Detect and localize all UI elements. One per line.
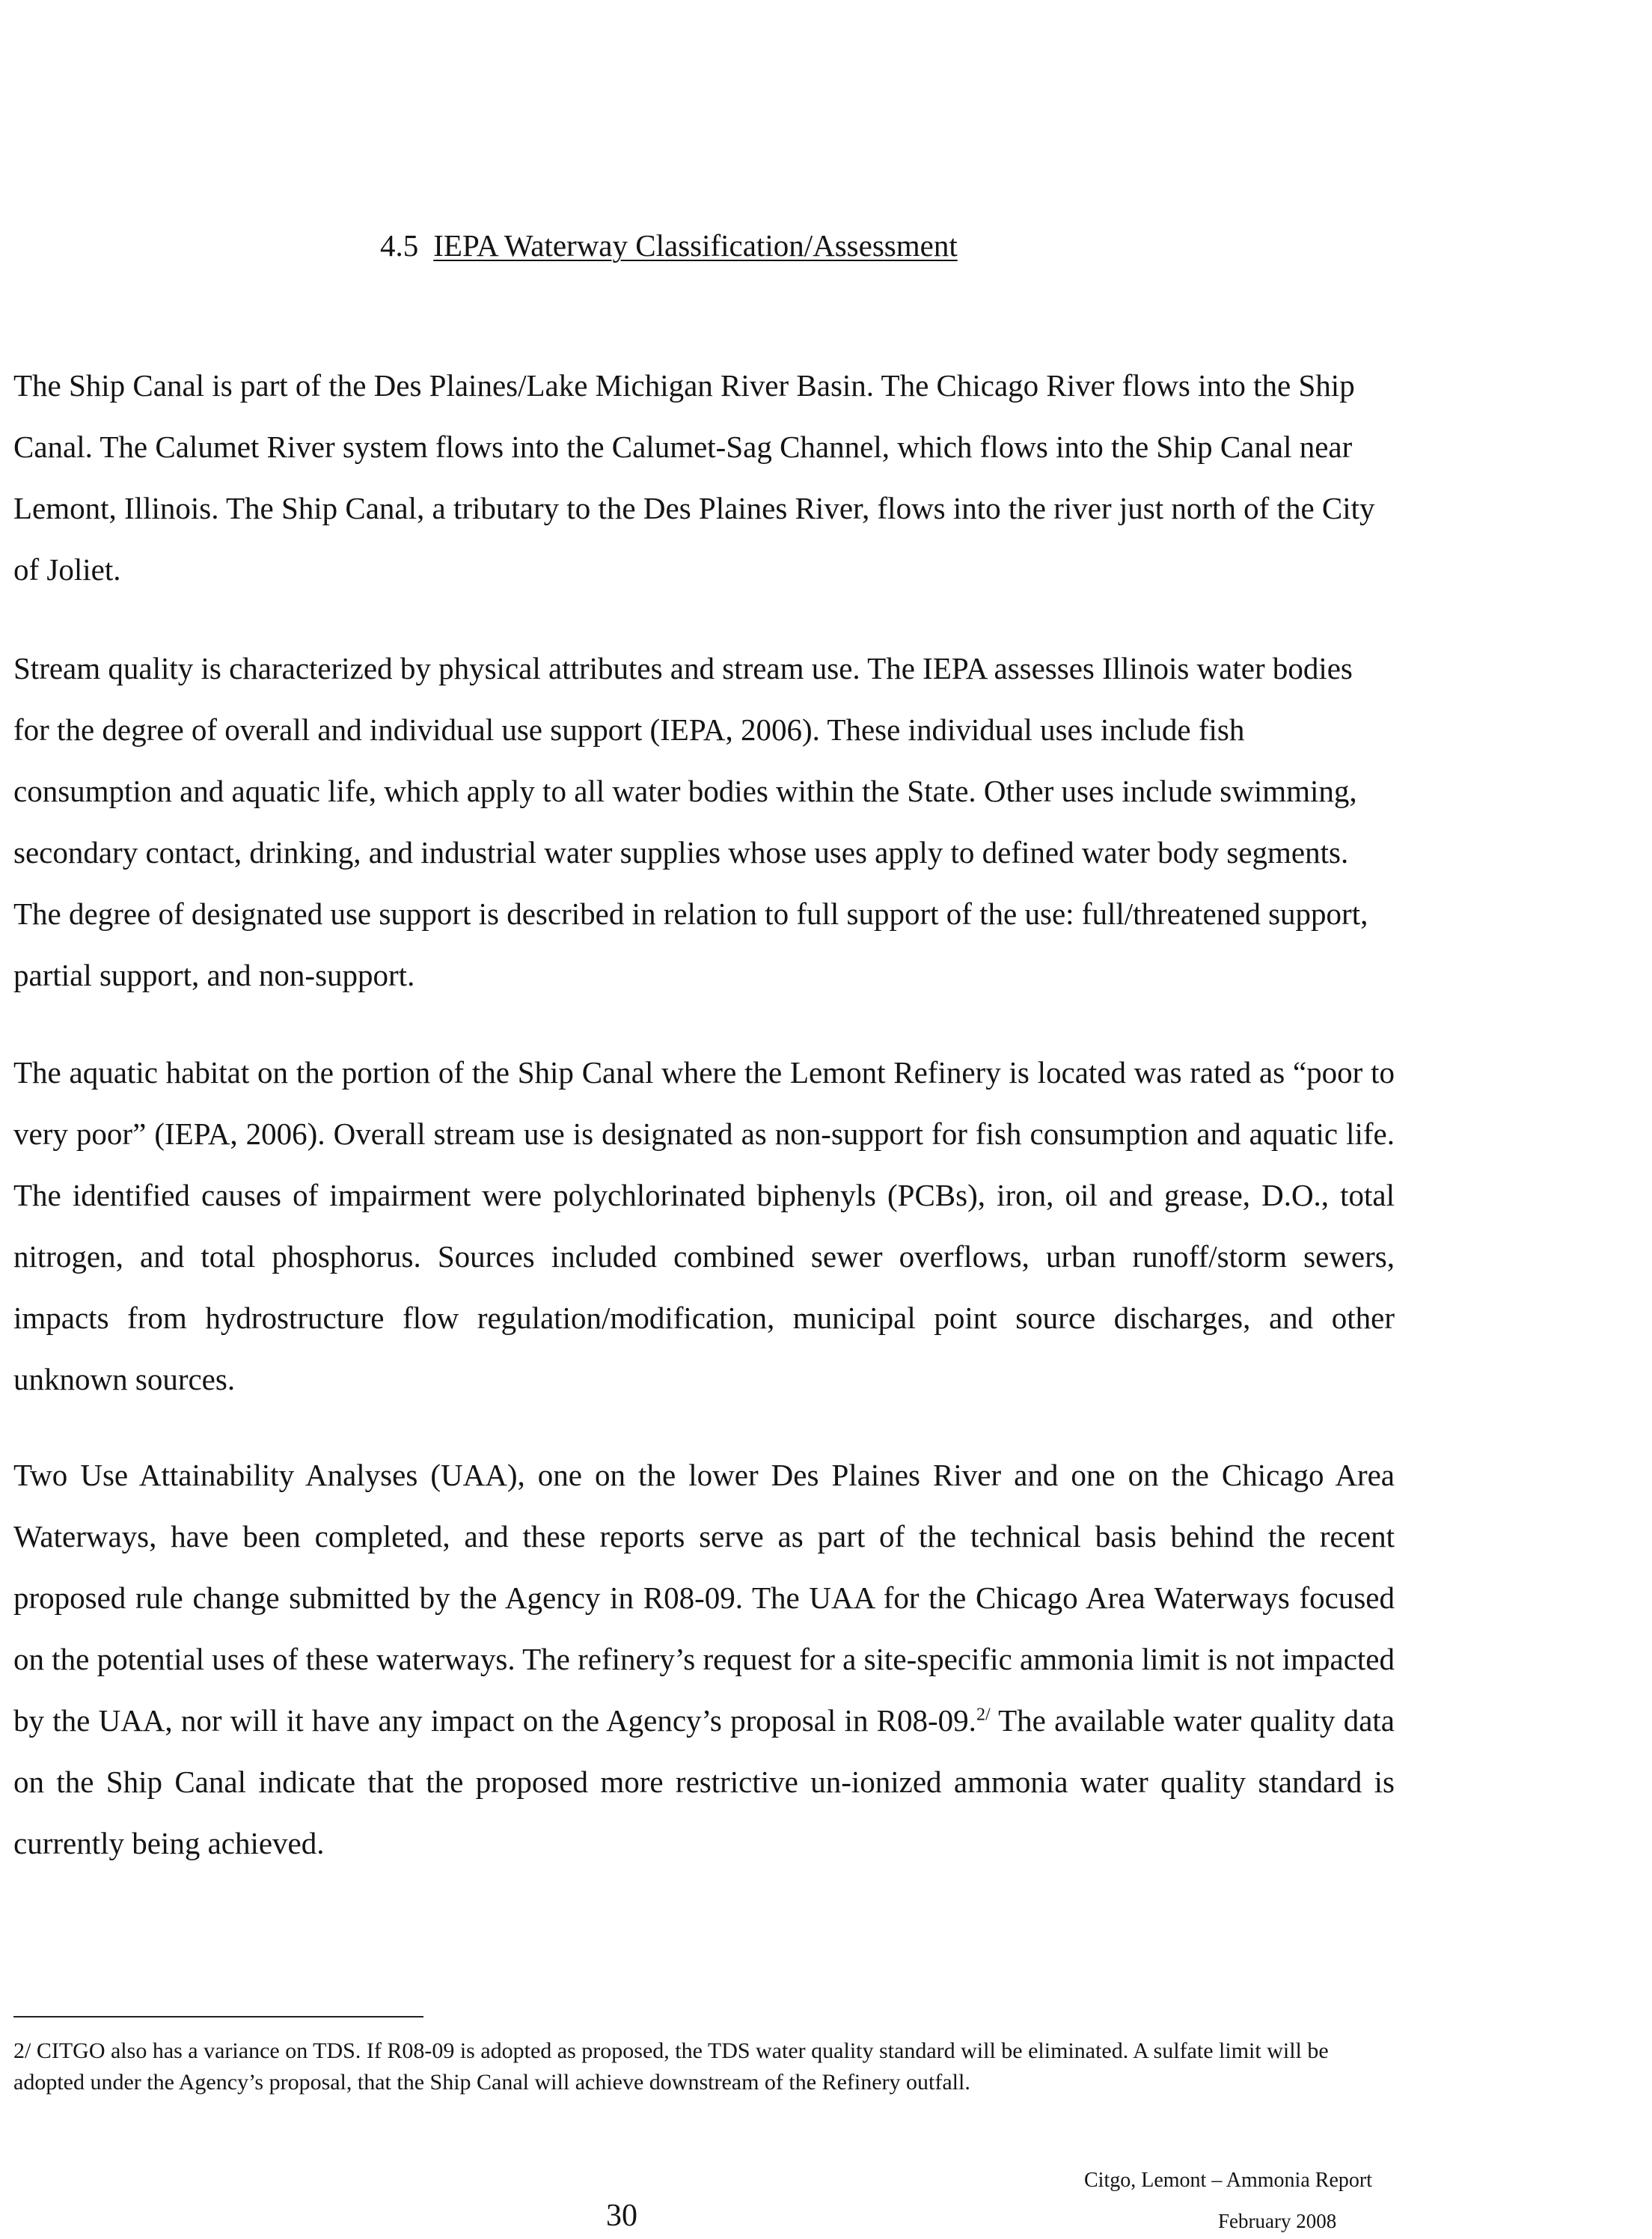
footer-report-date: February 2008 xyxy=(1218,2210,1337,2232)
paragraph-aquatic-habitat: The aquatic habitat on the portion of the Ship Canal where the Lemont Refinery is located was rated as “poor to very poor” (IEPA, 2006). Overall stream use is designated as non-support for fish consumption and aquatic life. The identified causes of impairment were polychlorinated biphenyls (PCBs), iron, oil and grease, D.O., total nitrogen, and total phosphorus. Sources included combined sewer overflows, urban runoff/storm sewers, impacts from hydrostructure flow regulation/modification, municipal point source discharges, and other unknown sources. xyxy=(13,1055,1395,1396)
paragraph-uaa-text-part1: Two Use Attainability Analyses (UAA), one on the lower Des Plaines River and one on the Chicago Area Waterways, have been completed, and these reports serve as part of the technical basis behind the recent proposed rule change submitted by the Agency in R08-09. The UAA for the Chicago Area Waterways focused on the potential uses of these waterways. The refinery’s request for a site-specific ammonia limit is not impacted by the UAA, nor will it have any impact on the Agency’s proposal in R08-09. xyxy=(13,1458,1395,1738)
paragraph-use-attainability xyxy=(13,1444,1395,1874)
section-number: 4.5 xyxy=(380,228,419,263)
paragraph-stream-quality: Stream quality is characterized by physical attributes and stream use. The IEPA assesses Illinois water bodies for the degree of overall and individual use support (IEPA, 2006). These individual uses include fish consumption and aquatic life, which apply to all water bodies within the State. Other uses include swimming, secondary contact, drinking, and industrial water supplies whose uses apply to defined water body segments. The degree of designated use support is described in relation to full support of the use: full/threatened support, partial support, and non-support. xyxy=(13,651,1368,992)
page-number: 30 xyxy=(606,2199,637,2233)
footnote-text: 2/ CITGO also has a variance on TDS. If R08-09 is adopted as proposed, the TDS water quality standard will be eliminated. A sulfate limit will be adopted under the Agency’s proposal, that the Ship Canal will achieve downstream of the Refinery outfall. xyxy=(13,2038,1329,2095)
footer-report-title: Citgo, Lemont – Ammonia Report xyxy=(1084,2169,1372,2192)
section-title: IEPA Waterway Classification/Assessment xyxy=(433,228,958,263)
paragraph-uaa-text-part2: The available water quality data on the Ship Canal indicate that the proposed more restrictive un-ionized ammonia water quality standard is currently being achieved. xyxy=(13,1703,1395,1860)
footnote-reference: 2/ xyxy=(976,1705,991,1725)
section-heading xyxy=(380,224,958,266)
footnote-divider xyxy=(13,2016,423,2017)
paragraph-basin: The Ship Canal is part of the Des Plaines/Lake Michigan River Basin. The Chicago River flows into the Ship Canal. The Calumet River system flows into the Calumet-Sag Channel, which flows into the Ship Canal near Lemont, Illinois. The Ship Canal, a tributary to the Des Plaines River, flows into the river just north of the City of Joliet. xyxy=(13,368,1375,587)
